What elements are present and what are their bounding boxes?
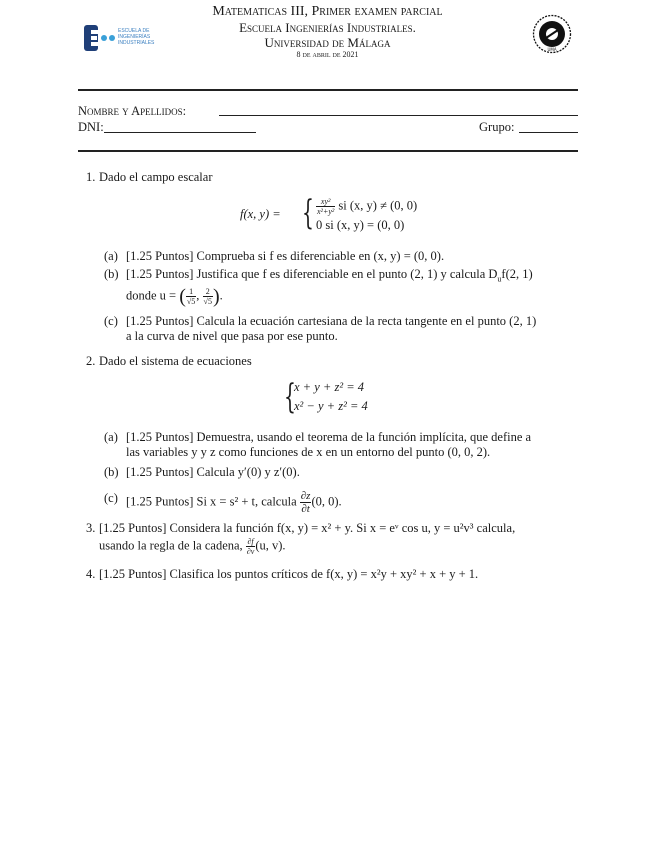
problem-2b-label: (b) [104,465,119,479]
problem-2-number: 2. [86,354,96,368]
form-rule [78,150,578,152]
problem-2a-text-line1: [1.25 Puntos] Demuestra, usando el teorema de la función implícita, que define a [126,430,532,444]
exam-title: Matematicas III, Primer examen parcial [212,4,443,19]
piecewise-brace: { [302,193,314,233]
problem-3-text-line2: usando la regla de la cadena, $\frac{\partial f}{\partial v}$ (u, v). [99,537,286,556]
school-logo-text: ESCUELA DE INGENIERÍAS INDUSTRIALES [118,28,155,46]
problem-2c-label: (c) [104,491,118,505]
problem-1a-text: [1.25 Puntos] Comprueba si f es diferenciable en (x, y) = (0, 0). [126,249,445,263]
problem-1b-text-line1: [1.25 Puntos] Justifica que f es diferenciable en el punto (2, 1) y calcula $D_uf(2$, 1) [126,267,533,284]
header-rule [78,89,578,91]
problem-1c-label: (c) [104,314,118,328]
dni-field[interactable] [104,132,256,133]
problem-1b-text-line2: donde u = ( $\frac{1}{√5}$ , $\frac{2}{√5}$ ). [126,285,223,308]
university-name: Universidad de Málaga [264,35,391,50]
svg-text:UMA: UMA [547,47,557,52]
problem-2a-label: (a) [104,430,118,444]
problem-2c-text: [1.25 Puntos] Si x = s² + t, calcula $\frac{\partial z}{\partial t}$ (0, 0). [126,490,342,515]
group-field[interactable] [519,132,578,133]
problem-2-intro: Dado el sistema de ecuaciones [99,354,252,368]
piecewise-case-1: $\frac{\text{xy²}}{\text{x²+y²}}$ si (x, y) ≠ (0, 0) [317,197,418,216]
problem-3-text-line1: [1.25 Puntos] Considera la función f(x, y) = x² + y. Si x = eᵛ cos u, y = u²v³ calcula, [99,521,516,535]
problem-1c-text-line1: [1.25 Puntos] Calcula la ecuación cartesiana de la recta tangente en el punto (2, 1) [126,314,537,328]
dni-label: DNI: [78,120,104,134]
system-equation-1: x + y + z² = 4 [294,380,365,394]
problem-3-number: 3. [86,521,96,535]
problem-1b-label: (b) [104,267,119,281]
problem-2a-text-line2: las variables y y z como funciones de x en un entorno del punto (0, 0, 2). [126,445,491,459]
function-lhs: f(x, y) = [240,207,281,221]
problem-1-intro: Dado el campo escalar [99,170,213,184]
group-label: Grupo: [479,120,515,134]
problem-4-number: 4. [86,567,96,581]
school-name: Escuela Ingenierías Industriales. [239,20,416,35]
problem-2b-text: [1.25 Puntos] Calcula y′(0) y z′(0). [126,465,300,479]
problem-1c-text-line2: a la curva de nivel que pasa por ese punto. [126,329,338,343]
name-label: Nombre y Apellidos: [78,104,187,118]
name-field[interactable] [219,115,578,116]
problem-4-text: [1.25 Puntos] Clasifica los puntos críticos de f(x, y) = x²y + xy² + x + y + 1. [99,567,479,581]
piecewise-case-2: 0 si (x, y) = (0, 0) [316,218,405,232]
system-brace: { [284,377,296,417]
system-equation-2: x² − y + z² = 4 [294,399,368,413]
exam-date: 8 de abril de 2021 [296,50,359,59]
problem-1-number: 1. [86,170,96,184]
problem-1a-label: (a) [104,249,118,263]
